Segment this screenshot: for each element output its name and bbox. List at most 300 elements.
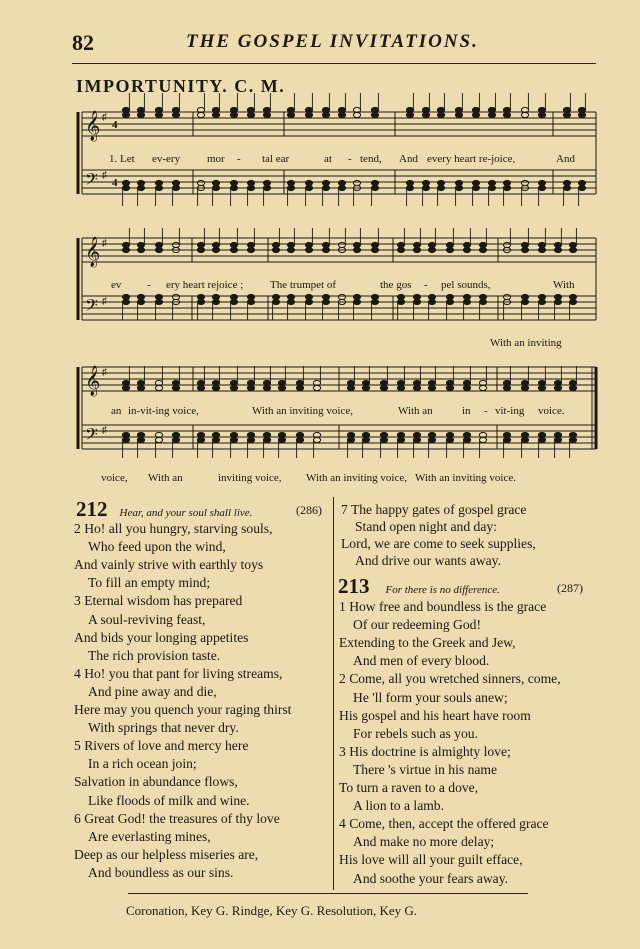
notehead — [338, 112, 345, 117]
notehead — [455, 112, 462, 117]
bass-clef-icon: 𝄢 — [85, 426, 98, 448]
notehead — [230, 180, 237, 185]
notehead — [212, 380, 219, 385]
notehead — [538, 185, 545, 190]
notehead — [437, 180, 444, 185]
notehead — [463, 380, 470, 385]
notehead — [437, 185, 444, 190]
notehead — [563, 107, 570, 112]
notehead — [538, 107, 545, 112]
notehead — [578, 180, 585, 185]
notehead — [455, 180, 462, 185]
notehead — [406, 107, 413, 112]
notehead — [422, 112, 429, 117]
lyric-syllable: And — [399, 153, 418, 165]
notehead — [155, 107, 162, 112]
notehead — [479, 385, 486, 390]
verse-line: And drive our wants away. — [355, 553, 501, 568]
notehead — [322, 180, 329, 185]
lyric-syllable: vit-ing — [495, 405, 525, 417]
notehead — [353, 294, 360, 299]
notehead — [197, 385, 204, 390]
notehead — [428, 437, 435, 442]
notehead — [569, 247, 576, 252]
notehead — [230, 385, 237, 390]
notehead — [347, 385, 354, 390]
verse-line: 4 Come, then, accept the offered grace — [339, 816, 549, 832]
notehead — [503, 112, 510, 117]
notehead — [538, 294, 545, 299]
notehead — [488, 180, 495, 185]
notehead — [554, 437, 561, 442]
notehead — [122, 112, 129, 117]
footer-rule — [128, 893, 528, 894]
notehead — [322, 112, 329, 117]
notehead — [446, 242, 453, 247]
sharp-icon: ♯ — [102, 112, 107, 123]
notehead — [247, 385, 254, 390]
verse-line: And vainly strive with earthly toys — [74, 557, 264, 573]
notehead — [263, 437, 270, 442]
hymn-subtitle: For there is no difference. — [385, 584, 500, 596]
notehead — [212, 242, 219, 247]
notehead — [278, 432, 285, 437]
notehead — [503, 242, 510, 247]
notehead — [371, 107, 378, 112]
notehead — [428, 432, 435, 437]
hymn-number: 212 — [76, 497, 108, 521]
hymn-subtitle: Hear, and your soul shall live. — [119, 507, 253, 519]
verse-line: 3 His doctrine is almighty love; — [339, 743, 511, 759]
notehead — [296, 437, 303, 442]
alternate-tunes: Coronation, Key G. Rindge, Key G. Resolution, Key G. — [126, 903, 418, 918]
notehead — [488, 112, 495, 117]
notehead — [155, 247, 162, 252]
verse-line: For rebels such as you. — [353, 725, 478, 741]
notehead — [554, 385, 561, 390]
notehead — [287, 107, 294, 112]
notehead — [137, 385, 144, 390]
verse-line: Lord, we are come to seek supplies, — [341, 536, 536, 551]
tune-title: IMPORTUNITY. C. M. — [76, 76, 286, 96]
notehead — [569, 432, 576, 437]
verse-line: Salvation in abundance flows, — [74, 774, 238, 790]
notehead — [406, 185, 413, 190]
lyric-syllable: - — [424, 279, 428, 291]
notehead — [578, 112, 585, 117]
notehead — [563, 112, 570, 117]
notehead — [521, 180, 528, 185]
notehead — [503, 294, 510, 299]
notehead — [463, 437, 470, 442]
notehead — [322, 294, 329, 299]
notehead — [305, 180, 312, 185]
notehead — [455, 107, 462, 112]
notehead — [155, 242, 162, 247]
notehead — [538, 385, 545, 390]
lyric-syllable: - — [147, 279, 151, 291]
lyric-syllable: voice. — [538, 405, 565, 417]
hymn-213-heading — [338, 574, 500, 599]
notehead — [455, 185, 462, 190]
verse-line: In a rich ocean join; — [88, 756, 197, 772]
notehead — [137, 299, 144, 304]
notehead — [296, 380, 303, 385]
notehead — [155, 185, 162, 190]
notehead — [554, 299, 561, 304]
verse-line: His love will all your guilt efface, — [339, 852, 523, 868]
notehead — [230, 185, 237, 190]
notehead — [172, 385, 179, 390]
notehead — [521, 385, 528, 390]
notehead — [305, 112, 312, 117]
notehead — [247, 247, 254, 252]
notehead — [563, 185, 570, 190]
notehead — [413, 247, 420, 252]
notehead — [538, 180, 545, 185]
notehead — [446, 294, 453, 299]
notehead — [503, 432, 510, 437]
bass-clef-icon: 𝄢 — [85, 171, 98, 193]
notehead — [479, 242, 486, 247]
hymn-reference: (287) — [557, 581, 583, 595]
bass-clef-icon: 𝄢 — [85, 297, 98, 319]
notehead — [230, 247, 237, 252]
notehead — [538, 380, 545, 385]
notehead — [371, 242, 378, 247]
lyric-syllable: ev-ery — [152, 153, 181, 165]
lyric-syllable: With an inviting — [490, 337, 562, 349]
notehead — [554, 242, 561, 247]
notehead — [313, 385, 320, 390]
notehead — [230, 380, 237, 385]
notehead — [278, 437, 285, 442]
notehead — [463, 294, 470, 299]
verse-line: There 's virtue in his name — [353, 761, 498, 777]
notehead — [413, 385, 420, 390]
notehead — [296, 432, 303, 437]
verse-line: A lion to a lamb. — [353, 798, 444, 814]
notehead — [446, 380, 453, 385]
notehead — [521, 437, 528, 442]
notehead — [413, 437, 420, 442]
notehead — [322, 242, 329, 247]
notehead — [137, 107, 144, 112]
notehead — [380, 432, 387, 437]
verse-line: The rich provision taste. — [88, 647, 221, 663]
lyric-syllable: mor — [207, 153, 225, 165]
verse-line: 3 Eternal wisdom has prepared — [74, 593, 243, 609]
verse-line: Stand open night and day: — [355, 519, 497, 534]
notehead — [230, 294, 237, 299]
verse-line: Like floods of milk and wine. — [88, 792, 250, 808]
column-divider — [333, 497, 334, 890]
notehead — [137, 437, 144, 442]
verse-line: 1 How free and boundless is the grace — [339, 599, 547, 614]
notehead — [371, 294, 378, 299]
notehead — [122, 432, 129, 437]
notehead — [122, 437, 129, 442]
verse-line: He 'll form your souls anew; — [353, 689, 508, 705]
lyric-syllable: With an inviting voice, — [252, 405, 353, 417]
notehead — [263, 432, 270, 437]
notehead — [172, 112, 179, 117]
notehead — [197, 380, 204, 385]
notehead — [538, 242, 545, 247]
notehead — [122, 380, 129, 385]
notehead — [137, 432, 144, 437]
notehead — [463, 299, 470, 304]
notehead — [230, 107, 237, 112]
notehead — [172, 294, 179, 299]
notehead — [230, 437, 237, 442]
notehead — [212, 437, 219, 442]
notehead — [122, 107, 129, 112]
lyric-syllable: voice, — [101, 472, 128, 484]
notehead — [437, 112, 444, 117]
notehead — [287, 112, 294, 117]
notes — [122, 93, 585, 458]
lyric-syllable: at — [324, 153, 332, 165]
notehead — [347, 437, 354, 442]
notehead — [197, 180, 204, 185]
lyric-syllable: - — [484, 405, 488, 417]
notehead — [272, 247, 279, 252]
notehead — [397, 385, 404, 390]
notehead — [503, 180, 510, 185]
notehead — [463, 385, 470, 390]
notehead — [353, 247, 360, 252]
lyric-syllable: in-vit-ing voice, — [128, 405, 199, 417]
notehead — [122, 299, 129, 304]
lyric-syllable: every heart re-joice, — [427, 153, 516, 165]
notehead — [287, 242, 294, 247]
notehead — [428, 380, 435, 385]
notehead — [488, 185, 495, 190]
notehead — [172, 380, 179, 385]
notehead — [563, 180, 570, 185]
sharp-icon: ♯ — [102, 425, 107, 436]
notehead — [397, 247, 404, 252]
notehead — [212, 185, 219, 190]
notehead — [155, 299, 162, 304]
notehead — [197, 299, 204, 304]
notehead — [155, 385, 162, 390]
notehead — [422, 185, 429, 190]
notehead — [446, 432, 453, 437]
notehead — [397, 242, 404, 247]
lyric-syllable: tend, — [360, 153, 382, 165]
notehead — [313, 437, 320, 442]
lyric-syllable: The trumpet of — [270, 279, 336, 291]
notehead — [197, 294, 204, 299]
verse-line: 4 Ho! you that pant for living streams, — [74, 665, 283, 681]
notehead — [263, 185, 270, 190]
notehead — [463, 247, 470, 252]
notehead — [413, 242, 420, 247]
verse-line: Who feed upon the wind, — [88, 539, 226, 555]
notehead — [287, 185, 294, 190]
notehead — [172, 185, 179, 190]
hymn-reference: (286) — [296, 503, 322, 517]
notehead — [263, 107, 270, 112]
notehead — [503, 380, 510, 385]
notehead — [371, 247, 378, 252]
notehead — [397, 432, 404, 437]
notehead — [406, 180, 413, 185]
notehead — [247, 299, 254, 304]
notehead — [521, 294, 528, 299]
notehead — [155, 294, 162, 299]
verse-line: To turn a raven to a dove, — [339, 780, 479, 795]
notehead — [569, 294, 576, 299]
notehead — [380, 437, 387, 442]
notehead — [371, 180, 378, 185]
notehead — [521, 112, 528, 117]
notehead — [247, 437, 254, 442]
treble-clef-icon: 𝄞 — [85, 366, 101, 395]
lyric-syllable: ev — [111, 279, 122, 291]
notehead — [446, 385, 453, 390]
notehead — [472, 185, 479, 190]
notehead — [137, 294, 144, 299]
notehead — [230, 112, 237, 117]
verse-line: And bids your longing appetites — [74, 629, 249, 645]
notehead — [247, 380, 254, 385]
notehead — [479, 437, 486, 442]
time-signature: 4 — [112, 177, 118, 189]
lyric-syllable: inviting voice, — [218, 472, 282, 484]
lyric-syllable: 1. Let — [109, 153, 135, 165]
notehead — [212, 294, 219, 299]
notehead — [362, 380, 369, 385]
lyric-syllable: - — [237, 153, 241, 165]
notehead — [122, 180, 129, 185]
notehead — [362, 437, 369, 442]
notehead — [137, 112, 144, 117]
notehead — [554, 432, 561, 437]
notehead — [538, 299, 545, 304]
notehead — [428, 299, 435, 304]
notehead — [230, 299, 237, 304]
notehead — [397, 380, 404, 385]
notehead — [503, 107, 510, 112]
notehead — [428, 247, 435, 252]
notehead — [380, 380, 387, 385]
notehead — [521, 242, 528, 247]
notehead — [197, 437, 204, 442]
notehead — [569, 437, 576, 442]
notehead — [353, 299, 360, 304]
notehead — [397, 437, 404, 442]
notehead — [263, 385, 270, 390]
notehead — [230, 242, 237, 247]
notehead — [305, 107, 312, 112]
notehead — [353, 180, 360, 185]
notehead — [338, 107, 345, 112]
notehead — [122, 185, 129, 190]
notehead — [554, 380, 561, 385]
verse-line: And make no more delay; — [353, 834, 495, 850]
notehead — [322, 185, 329, 190]
notehead — [472, 180, 479, 185]
notehead — [305, 242, 312, 247]
verse-line: Of our redeeming God! — [353, 617, 481, 633]
running-head: THE GOSPEL INVITATIONS. — [186, 31, 479, 52]
notehead — [212, 432, 219, 437]
notehead — [247, 432, 254, 437]
notehead — [137, 185, 144, 190]
notehead — [137, 247, 144, 252]
notehead — [263, 180, 270, 185]
notehead — [569, 299, 576, 304]
lyric-syllable: an — [111, 405, 122, 417]
verse-line: Are everlasting mines, — [88, 828, 211, 844]
notehead — [422, 180, 429, 185]
lyric-syllable: With — [553, 279, 575, 291]
notehead — [278, 380, 285, 385]
notehead — [362, 432, 369, 437]
verse-line: Deep as our helpless miseries are, — [74, 846, 259, 862]
notehead — [428, 242, 435, 247]
notehead — [137, 380, 144, 385]
verse-line: And pine away and die, — [88, 683, 217, 699]
notehead — [172, 180, 179, 185]
notehead — [122, 247, 129, 252]
notehead — [472, 112, 479, 117]
lyric-syllable: in — [462, 405, 471, 417]
notehead — [172, 437, 179, 442]
verse-line: To fill an empty mind; — [88, 575, 211, 591]
notehead — [122, 385, 129, 390]
notehead — [569, 385, 576, 390]
verse-line: Extending to the Greek and Jew, — [339, 635, 516, 651]
notehead — [578, 185, 585, 190]
notehead — [347, 432, 354, 437]
notehead — [322, 107, 329, 112]
notehead — [247, 112, 254, 117]
notehead — [353, 242, 360, 247]
lyric-syllable: With an — [398, 405, 433, 417]
notehead — [479, 294, 486, 299]
notehead — [137, 180, 144, 185]
notehead — [446, 437, 453, 442]
page-number: 82 — [72, 30, 94, 55]
sharp-icon: ♯ — [102, 238, 107, 249]
notehead — [137, 242, 144, 247]
notehead — [122, 294, 129, 299]
notehead — [428, 294, 435, 299]
notehead — [446, 247, 453, 252]
notehead — [437, 107, 444, 112]
notehead — [362, 385, 369, 390]
notehead — [278, 385, 285, 390]
notehead — [155, 180, 162, 185]
notehead — [263, 380, 270, 385]
notehead — [371, 299, 378, 304]
notehead — [247, 294, 254, 299]
lyric-syllable: ery heart rejoice ; — [166, 279, 244, 291]
notehead — [413, 299, 420, 304]
lyric-syllable: And — [556, 153, 575, 165]
treble-clef-icon: 𝄞 — [85, 237, 101, 266]
verse-line: A soul-reviving feast, — [88, 611, 206, 627]
verse-line: Here may you quench your raging thirst — [74, 702, 292, 717]
verse-line: 7 The happy gates of gospel grace — [341, 502, 527, 517]
notehead — [406, 112, 413, 117]
notehead — [488, 107, 495, 112]
notehead — [247, 185, 254, 190]
